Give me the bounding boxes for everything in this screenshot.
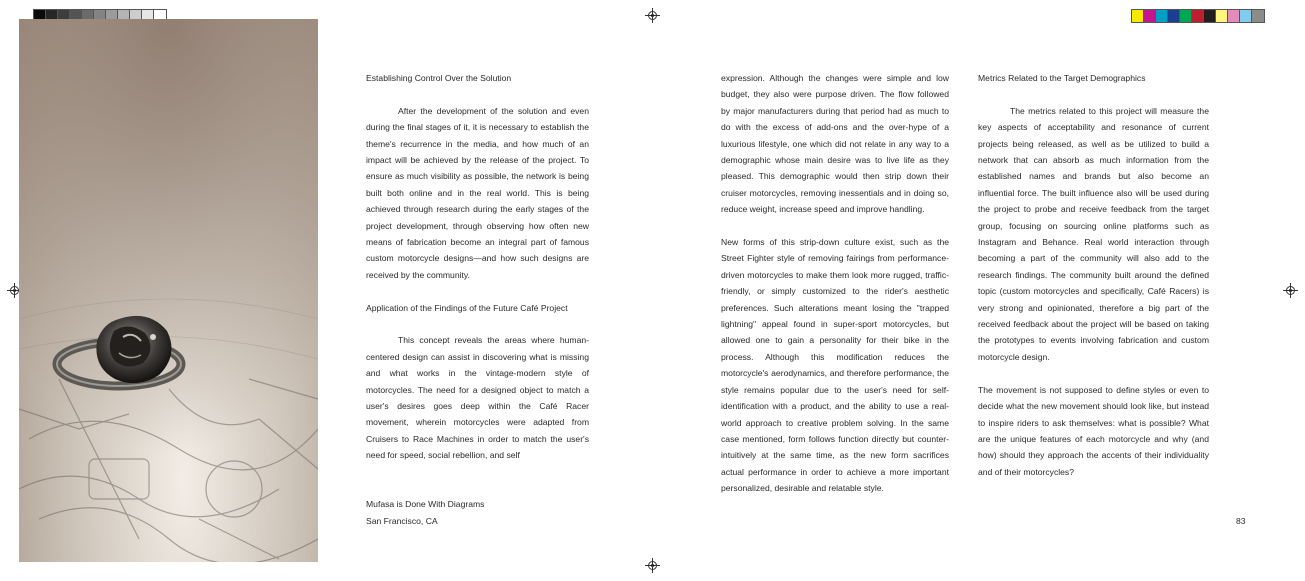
- ring-photo: [19, 19, 318, 562]
- paragraph-expression: expression. Although the changes were simple and low budget, they also were purpose driven. The flow followed by major manufacturers during that period had as much to do with the excess of add-ons and the over-hype of a luxurious lifestyle, one which did not relate in any way to a demographic whose main desire was to live life as they pleased. This demographic would then strip down their cruiser motorcycles, removing inessentials and in doing so, reduce weight, increase speed and improve handling.: [721, 73, 949, 215]
- color-swatch-9: [1228, 10, 1240, 22]
- page-number: 83: [1236, 516, 1246, 526]
- color-swatch-8: [1216, 10, 1228, 22]
- paragraph-metrics: The metrics related to this project will measure the key aspects of acceptability and resonance of current projects being released, as well as be utilized to build a network that can absorb as much information from the established names and brands but also become an influential force. The built influence also will be used during the project to probe and receive feedback from the target group, focusing on sourcing online platforms such as Instagram and Behance. Real world interaction through becoming a part of the community will also add to the research findings. The community built around the defined topic (custom motorcycles and specifically, Café Racers) is very strong and opinionated, therefore a big part of the received feedback about the project will be based on taking the prototypes to events involving fabrication and custom motorcycle design.: [978, 105, 1209, 362]
- color-swatch-10: [1240, 10, 1252, 22]
- section-heading-metrics: Metrics Related to the Target Demographics: [978, 73, 1146, 83]
- section-heading-establishing-control: Establishing Control Over the Solution: [366, 73, 512, 83]
- color-swatch-4: [1168, 10, 1180, 22]
- paragraph-movement: The movement is not supposed to define styles or even to decide what the new movement should look like, but instead to inspire riders to ask themselves: what is possible? What are the unique features of each motorcycle and why (and how) should they approach the accents of their individuality and of their motorcycles?: [978, 384, 1209, 477]
- footer-credit: Mufasa is Done With Diagrams: [366, 499, 485, 510]
- color-swatch-7: [1204, 10, 1216, 22]
- registration-mark-right-icon: [1286, 286, 1295, 295]
- registration-mark-left-icon: [10, 286, 19, 295]
- text-column-3: [978, 70, 1209, 480]
- ring-photo-icon: [19, 19, 318, 562]
- color-swatch-1: [1132, 10, 1144, 22]
- section-heading-application-findings: Application of the Findings of the Future Café Project: [366, 302, 568, 313]
- process-color-bar: [1131, 9, 1265, 23]
- color-swatch-3: [1156, 10, 1168, 22]
- paragraph-establishing-control: After the development of the solution and even during the final stages of it, it is necessary to establish the theme's recurrence in the media, and how much of an impact will be achieved by the release of the project. To ensure as much visibility as possible, the network is being built both online and in the real world. This is being achieved through research during the early stages of the project development, through observing how often new means of fabrication become an integral part of famous custom motorcycle designs—and how such designs are received by the community.: [366, 105, 589, 280]
- color-swatch-5: [1180, 10, 1192, 22]
- color-swatch-6: [1192, 10, 1204, 22]
- paragraph-application-findings: This concept reveals the areas where human-centered design can assist in discovering what is missing and what works in the vintage-modern style of motorcycles. The need for a designed object to match a user's desires goes deep within the Café Racer movement, wherein motorcycles were adapted from Cruisers to Race Machines in order to match the user's need for speed, social rebellion, and self: [366, 335, 589, 461]
- text-column-2: [721, 70, 949, 497]
- registration-mark-top-icon: [648, 11, 657, 20]
- registration-mark-bottom-icon: [648, 561, 657, 570]
- text-column-1: [366, 70, 589, 529]
- paragraph-strip-down-culture: New forms of this strip-down culture exist, such as the Street Fighter style of removing fairings from performance-driven motorcycles to make them look more rugged, traffic-friendly, or simply customized to the rider's aesthetic preferences. Such alterations meant losing the "trapped lightning" appeal found in super-sport motorcycles, but allowed one to gain a personality for their bike in the process. Although this modification reduces the motorcycle's aerodynamics, and therefore performance, the style remains popular due to the user's need for self-identification with a product, and the ability to use a real-world approach to creative problem solving. In the same case mentioned, form follows function directly but counter-intuitively at the same time, as the new form sacrifices actual performance in order to achieve a more important personalized, desirable and relatable style.: [721, 237, 949, 494]
- footer-location: San Francisco, CA: [366, 515, 438, 526]
- color-swatch-11: [1252, 10, 1264, 22]
- color-swatch-2: [1144, 10, 1156, 22]
